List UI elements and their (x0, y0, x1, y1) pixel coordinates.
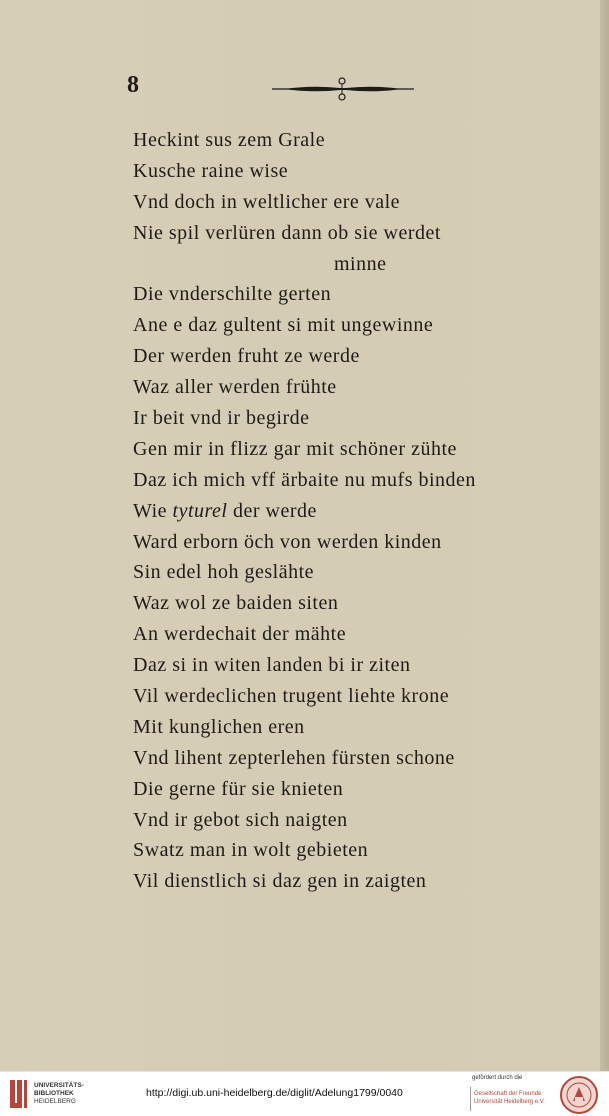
funder-name (474, 1090, 545, 1106)
library-name (34, 1082, 84, 1106)
poem-line-part: der werde (227, 499, 317, 522)
poem-line: Ir beit vnd ir begirde (133, 407, 310, 430)
digitization-footer (0, 1071, 609, 1116)
poem-line: Heckint sus zem Grale (133, 129, 326, 151)
decorative-rule-ornament (272, 76, 414, 102)
poem-line: An werdechait der mähte (133, 623, 347, 646)
poem-line: Vil werdeclichen trugent liehte krone (133, 685, 450, 708)
poem-line: Mit kunglichen eren (133, 715, 305, 738)
university-library-logo-icon (8, 1078, 28, 1110)
poem-line: Die gerne für sie knieten (133, 777, 344, 800)
poem-line: Vil dienstlich si daz gen in zaigten (133, 870, 427, 893)
poem-line: Die vnderschilte gerten (133, 283, 332, 306)
poem-line: Daz si in witen landen bi ir ziten (133, 654, 411, 677)
tyturel-name: tyturel (172, 499, 228, 522)
poem-line: Kusche raine wise (133, 159, 289, 182)
poem-line-part: Wie (133, 499, 173, 522)
poem-line: Daz ich mich vff ärbaite nu mufs binden (133, 468, 476, 491)
poem-text (133, 125, 583, 897)
poem-line-continuation: minne (334, 252, 387, 275)
poem-line: Vnd lihent zepterlehen fürsten schone (133, 746, 455, 769)
page-number: 8 (127, 72, 139, 98)
funder-name-line: Universität Heidelberg e.V. (474, 1099, 545, 1105)
poem-line: Vnd doch in weltlicher ere vale (133, 190, 401, 213)
poem-line: Vnd ir gebot sich naigten (133, 808, 348, 831)
poem-line-with-name (133, 496, 583, 527)
poem-line: Waz wol ze baiden siten (133, 592, 339, 615)
library-name-line: UNIVERSITÄTS- (34, 1082, 84, 1089)
poem-line: Der werden fruht ze werde (133, 345, 360, 368)
poem-line: Ane e daz gultent si mit ungewinne (133, 314, 434, 337)
university-seal-icon (559, 1075, 599, 1115)
poem-line: Swatz man in wolt gebieten (133, 839, 369, 862)
poem-line: Nie spil verlüren dann ob sie werdet (133, 221, 441, 244)
library-name-line: HEIDELBERG (34, 1098, 76, 1105)
page-edge (600, 0, 609, 1071)
divider (470, 1087, 471, 1111)
funding-note: gefördert durch die (472, 1075, 523, 1081)
poem-line: Waz aller werden frühte (133, 376, 337, 399)
permalink-url[interactable]: http://digi.ub.uni-heidelberg.de/diglit/Adelung1799/0040 (146, 1087, 403, 1099)
poem-line: Sin edel hoh geslähte (133, 561, 315, 584)
funder-name-line: Gesellschaft der Freunde (474, 1091, 542, 1097)
poem-line: Gen mir in flizz gar mit schöner zühte (133, 437, 457, 460)
library-name-line: BIBLIOTHEK (34, 1090, 74, 1097)
poem-line: Ward erborn öch von werden kinden (133, 530, 442, 553)
